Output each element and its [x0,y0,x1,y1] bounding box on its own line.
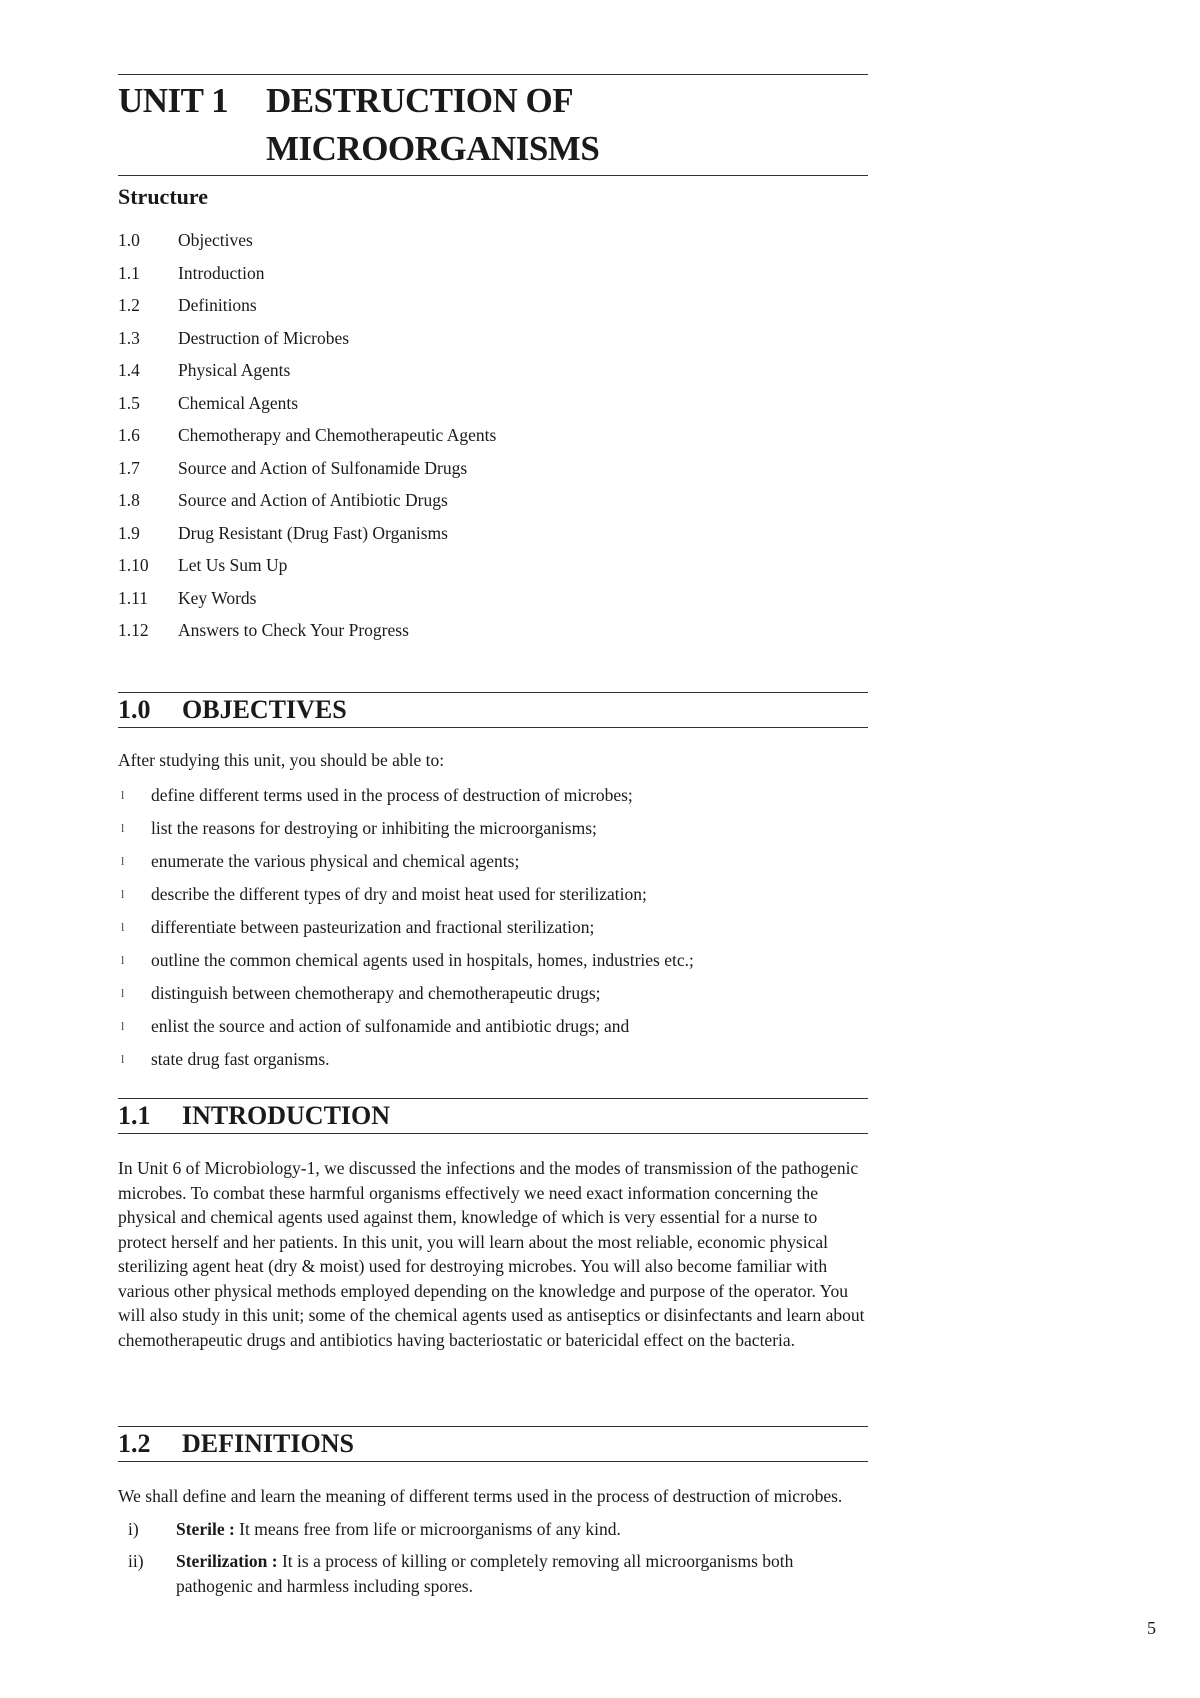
toc-item: 1.9 Drug Resistant (Drug Fast) Organisms [118,522,448,543]
list-item: l list the reasons for destroying or inhibiting the microorganisms; [118,814,868,847]
toc-item: 1.8 Source and Action of Antibiotic Drugs [118,490,448,510]
unit-title-continued: MICROORGANISMS [266,129,600,168]
bullet-glyph: l [121,821,125,835]
list-item: l distinguish between chemotherapy and chemotherapeutic drugs; [118,979,868,1012]
unit-title-line-2 [118,127,868,171]
section-definitions [118,1426,868,1606]
section-introduction [118,1098,868,1352]
page-number: 5 [1147,1618,1156,1638]
list-item: l outline the common chemical agents used in hospitals, homes, industries etc.; [118,946,868,979]
toc-item: 1.11 Key Words [118,587,257,608]
section-heading: 1.0 OBJECTIVES [118,695,347,724]
bullet-glyph: l [121,788,125,802]
definition-term: Sterile : [176,1518,235,1539]
unit-title: DESTRUCTION OF [266,81,574,120]
list-item: l describe the different types of dry and moist heat used for sterilization; [118,880,868,913]
objectives-intro: After studying this unit, you should be able to: [118,750,445,770]
divider [118,692,868,693]
toc-item: 1.2 Definitions [118,295,257,315]
definitions-intro: We shall define and learn the meaning of different terms used in the process of destruction of microbes. [118,1486,843,1506]
unit-title-line-1 [118,79,868,123]
toc-item: 1.1 Introduction [118,262,265,283]
list-item: l define different terms used in the process of destruction of microbes; [118,781,868,814]
unit-number: UNIT 1 [118,81,229,120]
list-item: l enlist the source and action of sulfonamide and antibiotic drugs; and [118,1012,868,1045]
bullet-glyph: l [121,1052,125,1066]
divider [118,1098,868,1099]
toc-item: 1.5 Chemical Agents [118,392,299,413]
unit-heading-block [118,74,868,176]
divider [118,1133,868,1134]
definition-item: i) Sterile : It means free from life or microorganisms of any kind. [128,1518,621,1539]
toc-item: 1.10 Let Us Sum Up [118,555,288,575]
list-item: l state drug fast organisms. [118,1045,868,1078]
bullet-glyph: l [121,854,125,868]
divider [118,1426,868,1427]
bullet-glyph: l [121,887,125,901]
toc-item: 1.4 Physical Agents [118,360,291,380]
structure-heading: Structure [118,184,209,209]
toc-item: 1.12 Answers to Check Your Progress [118,620,409,640]
bullet-glyph: l [121,920,125,934]
divider [118,727,868,728]
definition-term: Sterilization : [176,1551,278,1571]
list-item: l differentiate between pasteurization and fractional sterilization; [118,913,868,946]
bullet-glyph: l [121,953,125,967]
section-heading: 1.2 DEFINITIONS [118,1429,354,1458]
list-item: l enumerate the various physical and chemical agents; [118,847,868,880]
definition-item: ii) Sterilization : It is a process of killing or completely removing all microorganisms both pathogenic and harmless including spores. [128,1551,794,1596]
toc-item: 1.3 Destruction of Microbes [118,327,350,348]
section-objectives [118,692,868,1078]
section-heading: 1.1 INTRODUCTION [118,1101,391,1130]
bullet-glyph: l [121,1019,125,1033]
toc-item: 1.6 Chemotherapy and Chemotherapeutic Agents [118,425,497,445]
divider [118,74,868,75]
table-of-contents [118,226,496,649]
objectives-list [118,781,868,1078]
toc-item: 1.0 Objectives [118,230,253,250]
divider [118,1461,868,1462]
bullet-glyph: l [121,986,125,1000]
definitions-list [118,1517,868,1599]
divider [118,175,868,176]
toc-item: 1.7 Source and Action of Sulfonamide Drugs [118,457,468,478]
introduction-paragraph: In Unit 6 of Microbiology-1, we discussed the infections and the modes of transmission of the pathogenic microbes. To combat these harmful organisms effectively we need exact information concerning the physical and chemical agents used against them, knowledge of which is very essential for a nurse to protect herself and her patients. In this unit, you will learn about the most reliable, economic physical sterilizing agent heat (dry & moist) used for destroying microbes. You will also become familiar with various other physical methods employed depending on the knowledge and purpose of the operator. You will also study in this unit; some of the chemical agents used as antiseptics or disinfectants and learn about chemotherapeutic drugs and antibiotics having bacteriostatic or batericidal effect on the bacteria. [118,1158,865,1350]
